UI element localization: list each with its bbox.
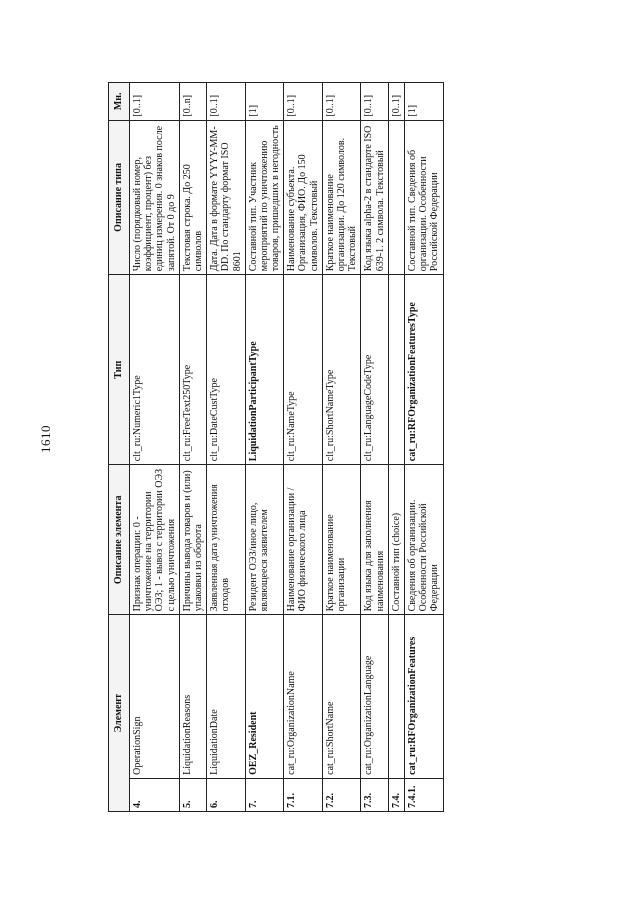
element-spec-table bbox=[108, 82, 444, 812]
row-element: cat_ru:RFOrganizationFeatures bbox=[404, 615, 443, 778]
row-multiplicity: [1] bbox=[245, 83, 284, 121]
row-element: LiquidationReasons bbox=[179, 615, 206, 778]
row-type-desc: Составной тип. Участник мероприятий по уничтожению товаров, пришедших в негодность bbox=[245, 120, 284, 275]
row-element: cat_ru:OrganizationLanguage bbox=[361, 615, 388, 778]
row-type-desc: Составной тип. Сведения об организации. Особенности Российской Федерации bbox=[404, 120, 443, 275]
row-element bbox=[388, 615, 404, 778]
table-row bbox=[361, 83, 388, 812]
table-row bbox=[404, 83, 443, 812]
row-element-desc: Краткое наименование организации bbox=[322, 465, 361, 615]
row-multiplicity: [0..1] bbox=[207, 83, 246, 121]
row-element-desc: Причины вывода товаров и (или) упаковки из оборота bbox=[179, 465, 206, 615]
header-multiplicity: Мн. bbox=[109, 83, 130, 121]
row-type-desc: Дата. Дата в формате YYYY-MM-DD. По стандарту формат ISO 8601 bbox=[207, 120, 246, 275]
table-row bbox=[245, 83, 284, 812]
rotated-table-sheet bbox=[108, 82, 468, 812]
row-type: clt_ru:FreeText250Type bbox=[179, 275, 206, 465]
row-multiplicity: [0..1] bbox=[130, 83, 180, 121]
row-element-desc: Резидент ОЭЗ/иное лицо, являющееся заявителем bbox=[245, 465, 284, 615]
row-multiplicity: [0..n] bbox=[179, 83, 206, 121]
table-row bbox=[388, 83, 404, 812]
row-type-desc: Краткое наименование организации. До 120 символов. Текстовый bbox=[322, 120, 361, 275]
row-type: clt_ru:NameType bbox=[284, 275, 323, 465]
row-type: clt_ru:ShortNameType bbox=[322, 275, 361, 465]
row-element-desc: Код языка для заполнения наименования bbox=[361, 465, 388, 615]
row-multiplicity: [0..1] bbox=[322, 83, 361, 121]
row-multiplicity: [0..1] bbox=[361, 83, 388, 121]
row-type-desc: Число (порядковый номер, коэффициент, процент) без единиц измерения. 0 знаков после запятой. От 0 до 9 bbox=[130, 120, 180, 275]
row-number: 7. bbox=[245, 778, 284, 811]
row-number: 4. bbox=[130, 778, 180, 811]
header-type: Тип bbox=[109, 275, 130, 465]
header-type-desc: Описание типа bbox=[109, 120, 130, 275]
row-multiplicity: [1] bbox=[404, 83, 443, 121]
row-element: LiquidationDate bbox=[207, 615, 246, 778]
row-type-desc bbox=[388, 120, 404, 275]
row-element-desc: Наименование организации / ФИО физического лица bbox=[284, 465, 323, 615]
header-element: Элемент bbox=[109, 615, 130, 812]
table-row bbox=[284, 83, 323, 812]
header-element-desc: Описание элемента bbox=[109, 465, 130, 615]
row-multiplicity: [0..1] bbox=[388, 83, 404, 121]
row-element-desc: Заявленная дата уничтожения отходов bbox=[207, 465, 246, 615]
table-row bbox=[207, 83, 246, 812]
table-row bbox=[130, 83, 180, 812]
table-row bbox=[322, 83, 361, 812]
row-type-desc: Наименование субъекта. Организация, ФИО. До 150 символов. Текстовый bbox=[284, 120, 323, 275]
row-type-desc: Текстовая строка. До 250 символов bbox=[179, 120, 206, 275]
row-element: cat_ru:OrganizationName bbox=[284, 615, 323, 778]
row-element-desc: Составной тип (choice) bbox=[388, 465, 404, 615]
row-element-desc: Сведения об организации. Особенности Российской Федерации bbox=[404, 465, 443, 615]
row-type: clt_ru:Numeric1Type bbox=[130, 275, 180, 465]
row-number: 7.3. bbox=[361, 778, 388, 811]
row-number: 5. bbox=[179, 778, 206, 811]
table-row bbox=[179, 83, 206, 812]
row-multiplicity: [0..1] bbox=[284, 83, 323, 121]
row-number: 7.1. bbox=[284, 778, 323, 811]
page-number: 1610 bbox=[38, 425, 53, 453]
row-number: 7.4. bbox=[388, 778, 404, 811]
row-number: 6. bbox=[207, 778, 246, 811]
table-header-row bbox=[109, 83, 130, 812]
row-element-desc: Признак операции: 0 - уничтожение на территории ОЭЗ; 1 - вывоз с территории ОЭЗ с целью уничтожения bbox=[130, 465, 180, 615]
row-type-desc: Код языка alpha-2 в стандарте ISO 639-1. 2 символа. Текстовый bbox=[361, 120, 388, 275]
row-number: 7.4.1. bbox=[404, 778, 443, 811]
row-element: OEZ_Resident bbox=[245, 615, 284, 778]
row-number: 7.2. bbox=[322, 778, 361, 811]
row-type: cat_ru:RFOrganizationFeaturesType bbox=[404, 275, 443, 465]
row-type: clt_ru:DateCustType bbox=[207, 275, 246, 465]
row-type bbox=[388, 275, 404, 465]
row-element: OperationSign bbox=[130, 615, 180, 778]
row-element: cat_ru:ShortName bbox=[322, 615, 361, 778]
row-type: clt_ru:LanguageCodeType bbox=[361, 275, 388, 465]
row-type: LiquidationParticipantType bbox=[245, 275, 284, 465]
